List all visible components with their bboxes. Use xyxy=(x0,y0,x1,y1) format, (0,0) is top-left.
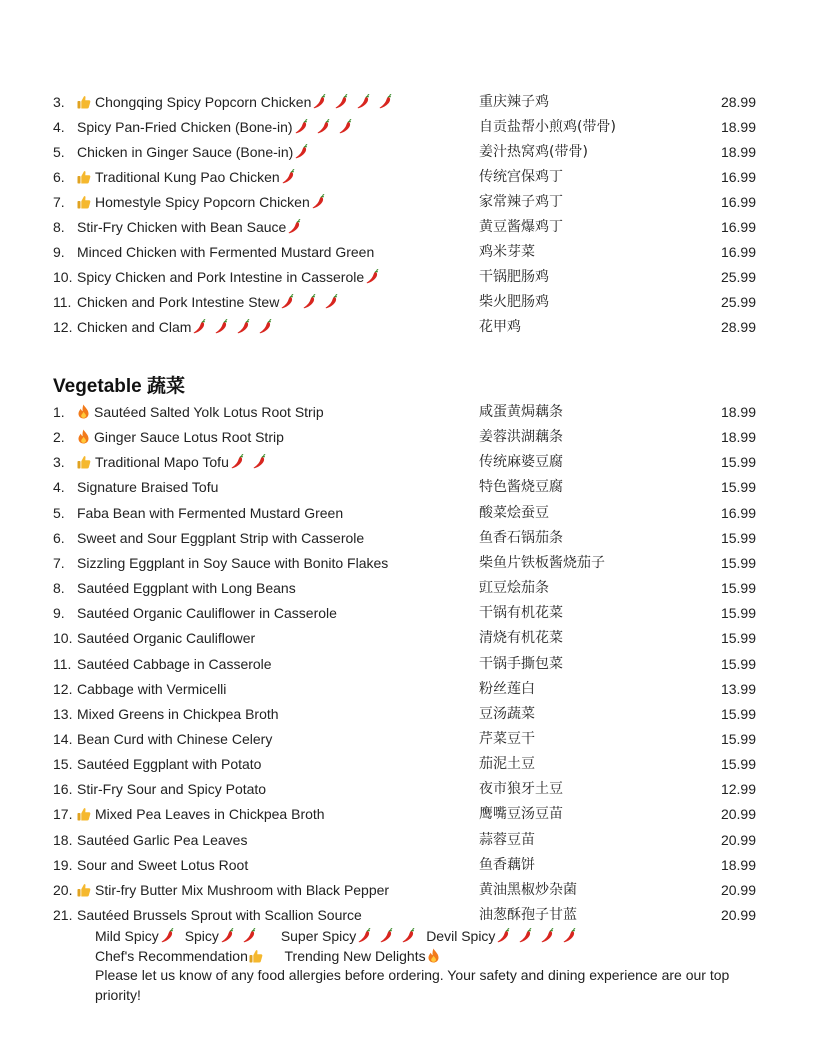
chili-icon xyxy=(282,169,295,184)
item-name-cn: 豇豆烩茄条 xyxy=(479,580,549,597)
item-name-cn: 清烧有机花菜 xyxy=(479,630,563,647)
chili-icon xyxy=(519,928,532,943)
item-name-en xyxy=(77,92,399,112)
thumbs-up-icon xyxy=(249,949,263,963)
item-name-en xyxy=(77,754,261,774)
item-number: 12. xyxy=(53,680,73,697)
item-number: 9. xyxy=(53,244,65,260)
item-number: 3. xyxy=(53,454,65,471)
item-price: 20.99 xyxy=(720,881,756,898)
chili-icon xyxy=(288,219,301,234)
vegetable-menu-row xyxy=(0,804,815,824)
chili-icon xyxy=(295,144,308,159)
item-name-text: Stir-Fry Sour and Spicy Potato xyxy=(77,781,267,798)
vegetable-menu-row xyxy=(0,855,815,875)
legend-chef-label: Chef's Recommendation xyxy=(95,947,248,964)
flame-icon xyxy=(427,948,440,963)
chili-icon xyxy=(358,928,371,943)
item-name-cn: 黄豆酱爆鸡丁 xyxy=(479,219,563,235)
item-name-text: Cabbage with Vermicelli xyxy=(77,680,227,697)
chili-icon xyxy=(259,319,272,334)
item-name-en xyxy=(77,679,226,699)
item-name-text: Spicy Pan-Fried Chicken (Bone-in) xyxy=(77,119,293,135)
vegetable-menu-row xyxy=(0,754,815,774)
item-price: 15.99 xyxy=(720,756,756,773)
item-name-cn: 茄泥土豆 xyxy=(479,756,535,773)
item-name-text: Spicy Chicken and Pork Intestine in Casserole xyxy=(77,269,365,285)
item-name-text: Chicken in Ginger Sauce (Bone-in) xyxy=(77,144,294,160)
item-number: 8. xyxy=(53,580,65,597)
chili-icon xyxy=(161,928,174,943)
thumbs-up-icon xyxy=(77,170,91,184)
chicken-menu-row xyxy=(0,292,815,312)
item-number: 11. xyxy=(53,655,72,672)
chili-icon xyxy=(243,928,256,943)
item-name-en xyxy=(77,830,247,850)
item-name-cn: 自贡盐帮小煎鸡(带骨) xyxy=(479,119,616,135)
item-price: 15.99 xyxy=(720,554,756,571)
item-number: 4. xyxy=(53,479,65,496)
item-price: 15.99 xyxy=(720,454,756,471)
legend-devil-label: Devil Spicy xyxy=(426,928,496,944)
item-name-en xyxy=(77,477,218,497)
item-price: 16.99 xyxy=(720,194,756,210)
item-price: 16.99 xyxy=(720,169,756,185)
item-name-cn: 豆汤蔬菜 xyxy=(479,705,535,722)
item-number: 15. xyxy=(53,756,73,773)
vegetable-menu-row xyxy=(0,603,815,623)
item-name-text: Traditional Mapo Tofu xyxy=(95,454,229,471)
item-name-text: Minced Chicken with Fermented Mustard Green xyxy=(77,244,375,260)
chicken-menu-row xyxy=(0,192,815,212)
legend-trending-label: Trending New Delights xyxy=(284,947,426,964)
flame-icon xyxy=(77,404,90,419)
item-name-en xyxy=(77,654,272,674)
item-name-text: Homestyle Spicy Popcorn Chicken xyxy=(95,194,310,210)
item-price: 18.99 xyxy=(720,119,756,135)
vegetable-section-title: Vegetable 蔬菜 xyxy=(53,376,185,397)
item-number: 7. xyxy=(53,194,65,210)
item-name-cn: 干锅手撕包菜 xyxy=(479,655,563,672)
item-number: 9. xyxy=(53,605,65,622)
chili-icon xyxy=(193,319,206,334)
chili-icon xyxy=(541,928,554,943)
allergy-note: Please let us know of any food allergies before ordering. Your safety and dining experience are our top priority! xyxy=(95,967,730,1003)
legend-symbols-line xyxy=(95,947,735,967)
item-number: 5. xyxy=(53,144,65,160)
item-name-text: Sautéed Eggplant with Potato xyxy=(77,756,262,773)
chili-icon xyxy=(281,294,294,309)
item-name-text: Stir-fry Butter Mix Mushroom with Black Pepper xyxy=(95,881,390,898)
item-number: 19. xyxy=(53,856,73,873)
item-number: 1. xyxy=(53,404,65,420)
item-name-en xyxy=(77,578,296,598)
item-price: 15.99 xyxy=(720,630,756,647)
chili-icon xyxy=(380,928,393,943)
vegetable-menu-row xyxy=(0,679,815,699)
item-name-en xyxy=(77,503,343,523)
vegetable-menu-row xyxy=(0,905,815,925)
item-price: 25.99 xyxy=(720,269,756,285)
item-number: 20. xyxy=(53,881,73,898)
item-name-text: Faba Bean with Fermented Mustard Green xyxy=(77,504,344,521)
item-number: 4. xyxy=(53,119,65,135)
item-name-en xyxy=(77,628,255,648)
chili-icon xyxy=(313,94,326,109)
item-price: 18.99 xyxy=(720,404,756,420)
vegetable-menu-row xyxy=(0,729,815,749)
item-name-en xyxy=(77,905,362,925)
item-name-cn: 干锅肥肠鸡 xyxy=(479,269,549,285)
chili-icon xyxy=(339,119,352,134)
item-name-cn: 干锅有机花菜 xyxy=(479,605,563,622)
chili-icon xyxy=(402,928,415,943)
chili-icon xyxy=(366,269,379,284)
vegetable-menu-row xyxy=(0,553,815,573)
item-name-en xyxy=(77,267,386,287)
vegetable-menu-row xyxy=(0,477,815,497)
item-name-en xyxy=(77,292,345,312)
item-name-cn: 粉丝莲白 xyxy=(479,680,535,697)
item-price: 15.99 xyxy=(720,730,756,747)
item-number: 2. xyxy=(53,429,65,446)
item-price: 18.99 xyxy=(720,429,756,446)
item-price: 15.99 xyxy=(720,580,756,597)
item-name-en xyxy=(77,117,359,137)
chicken-menu-row xyxy=(0,217,815,237)
item-price: 15.99 xyxy=(720,655,756,672)
item-name-en xyxy=(77,317,279,337)
item-name-cn: 蒜蓉豆苗 xyxy=(479,831,535,848)
item-price: 28.99 xyxy=(720,319,756,335)
chicken-menu-row xyxy=(0,167,815,187)
item-name-en xyxy=(77,729,272,749)
chicken-menu-row xyxy=(0,317,815,337)
item-number: 16. xyxy=(53,781,73,798)
chicken-menu-row xyxy=(0,92,815,112)
item-name-text: Sautéed Brussels Sprout with Scallion Source xyxy=(77,907,362,923)
item-name-en xyxy=(77,779,266,799)
item-price: 16.99 xyxy=(720,219,756,235)
chili-icon xyxy=(231,454,244,469)
item-name-en xyxy=(77,553,388,573)
item-name-cn: 咸蛋黄焗藕条 xyxy=(479,404,563,420)
item-name-cn: 柴鱼片铁板酱烧茄子 xyxy=(479,554,605,571)
item-number: 18. xyxy=(53,831,73,848)
item-name-cn: 重庆辣子鸡 xyxy=(479,94,549,110)
vegetable-menu-row xyxy=(0,654,815,674)
item-price: 16.99 xyxy=(720,504,756,521)
vegetable-menu-row xyxy=(0,528,815,548)
item-name-cn: 传统宫保鸡丁 xyxy=(479,169,563,185)
item-name-text: Sautéed Organic Cauliflower xyxy=(77,630,256,647)
item-price: 18.99 xyxy=(720,144,756,160)
item-number: 6. xyxy=(53,529,65,546)
item-name-text: Chicken and Clam xyxy=(77,319,192,335)
item-price: 18.99 xyxy=(720,856,756,873)
vegetable-menu-row xyxy=(0,628,815,648)
thumbs-up-icon xyxy=(77,195,91,209)
chicken-menu-row xyxy=(0,267,815,287)
item-name-text: Ginger Sauce Lotus Root Strip xyxy=(94,429,284,446)
item-name-text: Mixed Pea Leaves in Chickpea Broth xyxy=(95,806,325,823)
item-number: 7. xyxy=(53,554,65,571)
item-price: 25.99 xyxy=(720,294,756,310)
legend-spice-line xyxy=(95,927,735,947)
item-name-en xyxy=(77,402,324,422)
chili-icon xyxy=(317,119,330,134)
item-name-text: Sautéed Organic Cauliflower in Casserole xyxy=(77,605,337,622)
item-name-cn: 柴火肥肠鸡 xyxy=(479,294,549,310)
chili-icon xyxy=(215,319,228,334)
item-name-en xyxy=(77,528,364,548)
item-name-text: Stir-Fry Chicken with Bean Sauce xyxy=(77,219,287,235)
vegetable-menu-row xyxy=(0,578,815,598)
item-name-text: Chicken and Pork Intestine Stew xyxy=(77,294,280,310)
item-name-text: Bean Curd with Chinese Celery xyxy=(77,730,273,747)
item-name-cn: 传统麻婆豆腐 xyxy=(479,454,563,471)
item-name-cn: 鱼香藕饼 xyxy=(479,856,535,873)
item-name-text: Sweet and Sour Eggplant Strip with Casserole xyxy=(77,529,365,546)
legend-spicy-label: Spicy xyxy=(184,928,219,944)
chili-icon xyxy=(295,119,308,134)
item-name-en xyxy=(77,192,332,212)
item-name-cn: 鹰嘴豆汤豆苗 xyxy=(479,806,563,823)
item-name-text: Sour and Sweet Lotus Root xyxy=(77,856,249,873)
spice-legend xyxy=(95,927,735,1005)
item-number: 14. xyxy=(53,730,73,747)
chicken-menu-row xyxy=(0,142,815,162)
item-name-cn: 酸菜烩蚕豆 xyxy=(479,504,549,521)
item-name-en xyxy=(77,242,374,262)
item-name-cn: 鱼香石锅茄条 xyxy=(479,529,563,546)
vegetable-menu-row xyxy=(0,427,815,447)
chili-icon xyxy=(335,94,348,109)
item-name-text: Chongqing Spicy Popcorn Chicken xyxy=(95,94,312,110)
item-name-en xyxy=(77,217,308,237)
item-name-cn: 姜汁热窝鸡(带骨) xyxy=(479,144,588,160)
item-number: 21. xyxy=(53,907,73,923)
legend-super-label: Super Spicy xyxy=(280,928,357,944)
item-name-cn: 姜蓉洪湖藕条 xyxy=(479,429,563,446)
chili-icon xyxy=(312,194,325,209)
item-name-en xyxy=(77,603,337,623)
item-price: 15.99 xyxy=(720,529,756,546)
item-number: 13. xyxy=(53,705,73,722)
item-name-text: Sizzling Eggplant in Soy Sauce with Bonito Flakes xyxy=(77,554,389,571)
item-price: 13.99 xyxy=(720,680,756,697)
vegetable-menu-row xyxy=(0,880,815,900)
item-price: 20.99 xyxy=(720,806,756,823)
item-name-en xyxy=(77,142,315,162)
vegetable-menu-row xyxy=(0,402,815,422)
item-price: 15.99 xyxy=(720,605,756,622)
item-name-text: Sautéed Eggplant with Long Beans xyxy=(77,580,296,597)
thumbs-up-icon xyxy=(77,455,91,469)
item-name-cn: 夜市狼牙土豆 xyxy=(479,781,563,798)
chili-icon xyxy=(379,94,392,109)
item-name-text: Sautéed Garlic Pea Leaves xyxy=(77,831,248,848)
item-price: 16.99 xyxy=(720,244,756,260)
vegetable-menu-row xyxy=(0,830,815,850)
chili-icon xyxy=(325,294,338,309)
item-number: 10. xyxy=(53,269,73,285)
item-price: 15.99 xyxy=(720,705,756,722)
item-name-en xyxy=(77,452,273,472)
item-name-text: Sautéed Salted Yolk Lotus Root Strip xyxy=(94,404,324,420)
vegetable-menu-row xyxy=(0,452,815,472)
item-number: 3. xyxy=(53,94,65,110)
chili-icon xyxy=(497,928,510,943)
vegetable-menu-row xyxy=(0,704,815,724)
item-name-cn: 芹菜豆干 xyxy=(479,730,535,747)
vegetable-menu-row xyxy=(0,503,815,523)
item-name-en xyxy=(77,880,389,900)
chili-icon xyxy=(237,319,250,334)
item-name-cn: 黄油黑椒炒杂菌 xyxy=(479,881,577,898)
item-number: 8. xyxy=(53,219,65,235)
chicken-menu-row xyxy=(0,117,815,137)
thumbs-up-icon xyxy=(77,883,91,897)
item-name-text: Signature Braised Tofu xyxy=(77,479,219,496)
item-price: 20.99 xyxy=(720,907,756,923)
chili-icon xyxy=(221,928,234,943)
chili-icon xyxy=(253,454,266,469)
flame-icon xyxy=(77,429,90,444)
item-number: 17. xyxy=(53,806,73,823)
item-number: 6. xyxy=(53,169,65,185)
item-number: 10. xyxy=(53,630,73,647)
thumbs-up-icon xyxy=(77,95,91,109)
chili-icon xyxy=(563,928,576,943)
item-name-cn: 特色酱烧豆腐 xyxy=(479,479,563,496)
thumbs-up-icon xyxy=(77,807,91,821)
vegetable-menu-row xyxy=(0,779,815,799)
item-name-text: Sautéed Cabbage in Casserole xyxy=(77,655,272,672)
item-name-en xyxy=(77,427,284,447)
item-name-text: Traditional Kung Pao Chicken xyxy=(95,169,280,185)
item-name-en xyxy=(77,704,279,724)
item-name-cn: 鸡米芽菜 xyxy=(479,244,535,260)
item-price: 28.99 xyxy=(720,94,756,110)
chili-icon xyxy=(357,94,370,109)
item-name-cn: 花甲鸡 xyxy=(479,319,521,335)
chili-icon xyxy=(303,294,316,309)
legend-mild-label: Mild Spicy xyxy=(95,928,159,944)
item-name-en xyxy=(77,167,302,187)
item-number: 11. xyxy=(53,294,72,310)
item-name-cn: 油葱酥孢子甘蓝 xyxy=(479,907,577,923)
item-price: 15.99 xyxy=(720,479,756,496)
item-name-cn: 家常辣子鸡丁 xyxy=(479,194,563,210)
item-price: 12.99 xyxy=(720,781,756,798)
item-price: 20.99 xyxy=(720,831,756,848)
item-number: 5. xyxy=(53,504,65,521)
item-name-text: Mixed Greens in Chickpea Broth xyxy=(77,705,279,722)
chicken-menu-row xyxy=(0,242,815,262)
item-number: 12. xyxy=(53,319,73,335)
item-name-en xyxy=(77,804,325,824)
item-name-en xyxy=(77,855,248,875)
